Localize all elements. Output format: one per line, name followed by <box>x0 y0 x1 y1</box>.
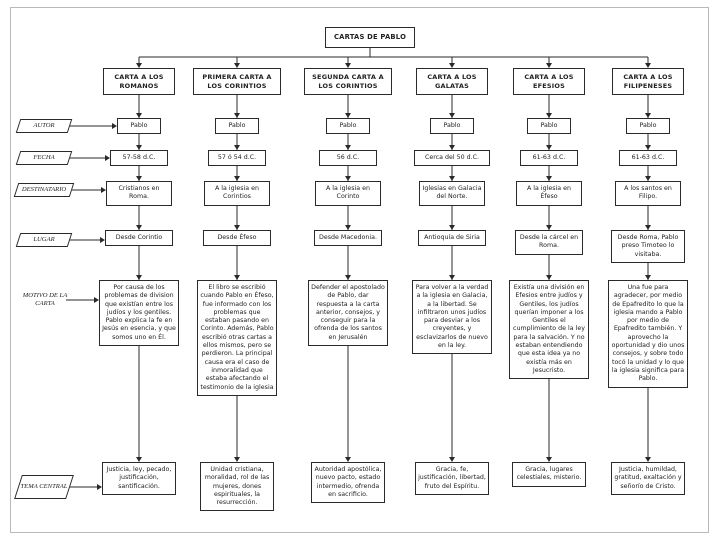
destinatario-segunda-corintios: A la iglesia en Corinto <box>315 181 381 206</box>
fecha-efesios: 61-63 d.C. <box>520 150 578 166</box>
destinatario-galatas: Iglesias en Galacia del Norte. <box>419 181 485 206</box>
tema-filipenses: Justicia, humildad, gratitud, exaltación y señorío de Cristo. <box>611 462 685 495</box>
motivo-romanos: Por causa de los problemas de division que existían entre los judíos y los gentiles. Pablo explica la fe en Jesús en esencia, y que somos uno en Él. <box>99 280 179 346</box>
row-label-tema <box>18 475 70 499</box>
tema-efesios: Gracia, lugares celestiales, misterio. <box>512 462 586 487</box>
autor-galatas: Pablo <box>430 118 474 134</box>
tema-galatas: Gracia, fe, justificación, libertad, fruto del Espíritu. <box>415 462 489 495</box>
tema-romanos: Justicia, ley, pecado, justificación, santificación. <box>102 462 176 495</box>
motivo-efesios: Existía una división en Efesios entre judíos y Gentiles, los judíos querían imponer a los Gentiles el cumplimiento de la ley para la salvación. Y no estaban entendiendo que esta idea ya no existía más en Jesucristo. <box>509 280 589 379</box>
destinatario-romanos: Cristianos en Roma. <box>106 181 172 206</box>
header-carta-filipenses: CARTA A LOS FILIPENESES <box>612 68 684 95</box>
autor-romanos: Pablo <box>117 118 161 134</box>
row-label-fecha <box>18 151 70 165</box>
tema-segunda-corintios: Autoridad apostólica, nuevo pacto, estado intermedio, ofrenda en sacrificio. <box>311 462 385 503</box>
header-carta-galatas: CARTA A LOS GALATAS <box>416 68 488 95</box>
fecha-primera-corintios: 57 ó 54 d.C. <box>208 150 266 166</box>
row-label-text: DESTINATARIO <box>21 185 67 193</box>
autor-efesios: Pablo <box>527 118 571 134</box>
autor-segunda-corintios: Pablo <box>326 118 370 134</box>
fecha-filipenses: 61-63 d.C. <box>619 150 677 166</box>
row-label-text: MOTIVO DE LA CARTA <box>22 291 68 307</box>
lugar-segunda-corintios: Desde Macedonia. <box>314 230 382 246</box>
row-label-text: LUGAR <box>33 235 55 243</box>
fecha-segunda-corintios: 56 d.C. <box>319 150 377 166</box>
row-label-text: TEMA CENTRAL <box>20 482 68 490</box>
lugar-filipenses: Desde Roma, Pablo preso Timoteo lo visitaba. <box>611 230 685 263</box>
header-carta-romanos: CARTA A LOS ROMANOS <box>103 68 175 95</box>
row-label-autor <box>18 119 70 133</box>
lugar-galatas: Antioquía de Siria <box>418 230 486 246</box>
motivo-galatas: Para volver a la verdad a la iglesia en Galacia, a la libertad. Se infiltraron unos judíos para desviar a los creyentes, y esclavizarlos de nuevo en la ley. <box>412 280 492 354</box>
diagram-title: CARTAS DE PABLO <box>325 27 415 48</box>
row-label-motivo <box>22 285 68 315</box>
lugar-romanos: Desde Corintio <box>105 230 173 246</box>
row-label-destinatario <box>16 183 72 197</box>
header-segunda-corintios: SEGUNDA CARTA A LOS CORINTIOS <box>304 68 392 95</box>
row-label-lugar <box>18 233 70 247</box>
destinatario-filipenses: A los santos en Filipo. <box>615 181 681 206</box>
autor-primera-corintios: Pablo <box>215 118 259 134</box>
row-label-text: FECHA <box>33 153 55 161</box>
tema-primera-corintios: Unidad cristiana, moralidad, rol de las mujeres, dones espirituales, la resurrección. <box>200 462 274 511</box>
row-label-text: AUTOR <box>33 121 55 129</box>
lugar-efesios: Desde la cárcel en Roma. <box>515 230 583 255</box>
fecha-galatas: Cerca del 50 d.C. <box>414 150 490 166</box>
fecha-romanos: 57-58 d.C. <box>110 150 168 166</box>
destinatario-efesios: A la iglesia en Éfeso <box>516 181 582 206</box>
header-primera-corintios: PRIMERA CARTA A LOS CORINTIOS <box>193 68 281 95</box>
autor-filipenses: Pablo <box>626 118 670 134</box>
motivo-filipenses: Una fue para agradecer, por medio de Epafredito lo que la iglesia mando a Pablo por medio de Epafredito también. Y aprovecho la oportunidad y dio unos consejos, y sobre todo tocó la unidad y lo que la iglesia significa para Pablo. <box>608 280 688 388</box>
lugar-primera-corintios: Desde Éfeso <box>203 230 271 246</box>
motivo-segunda-corintios: Defender el apostolado de Pablo, dar respuesta a la carta anterior, consejos, y conseguir para la ofrenda de los santos en Jerusalén <box>308 280 388 346</box>
destinatario-primera-corintios: A la iglesia en Corintios <box>204 181 270 206</box>
motivo-primera-corintios: El libro se escribió cuando Pablo en Éfeso, fue informado con los problemas que estaban pasando en Corinto. Además, Pablo escribió otras cartas a ellos mismos, pero se perdieron. La principal causa era el caso de inmoralidad que estaba afectando el testimonio de la iglesia <box>197 280 277 396</box>
header-carta-efesios: CARTA A LOS EFESIOS <box>513 68 585 95</box>
